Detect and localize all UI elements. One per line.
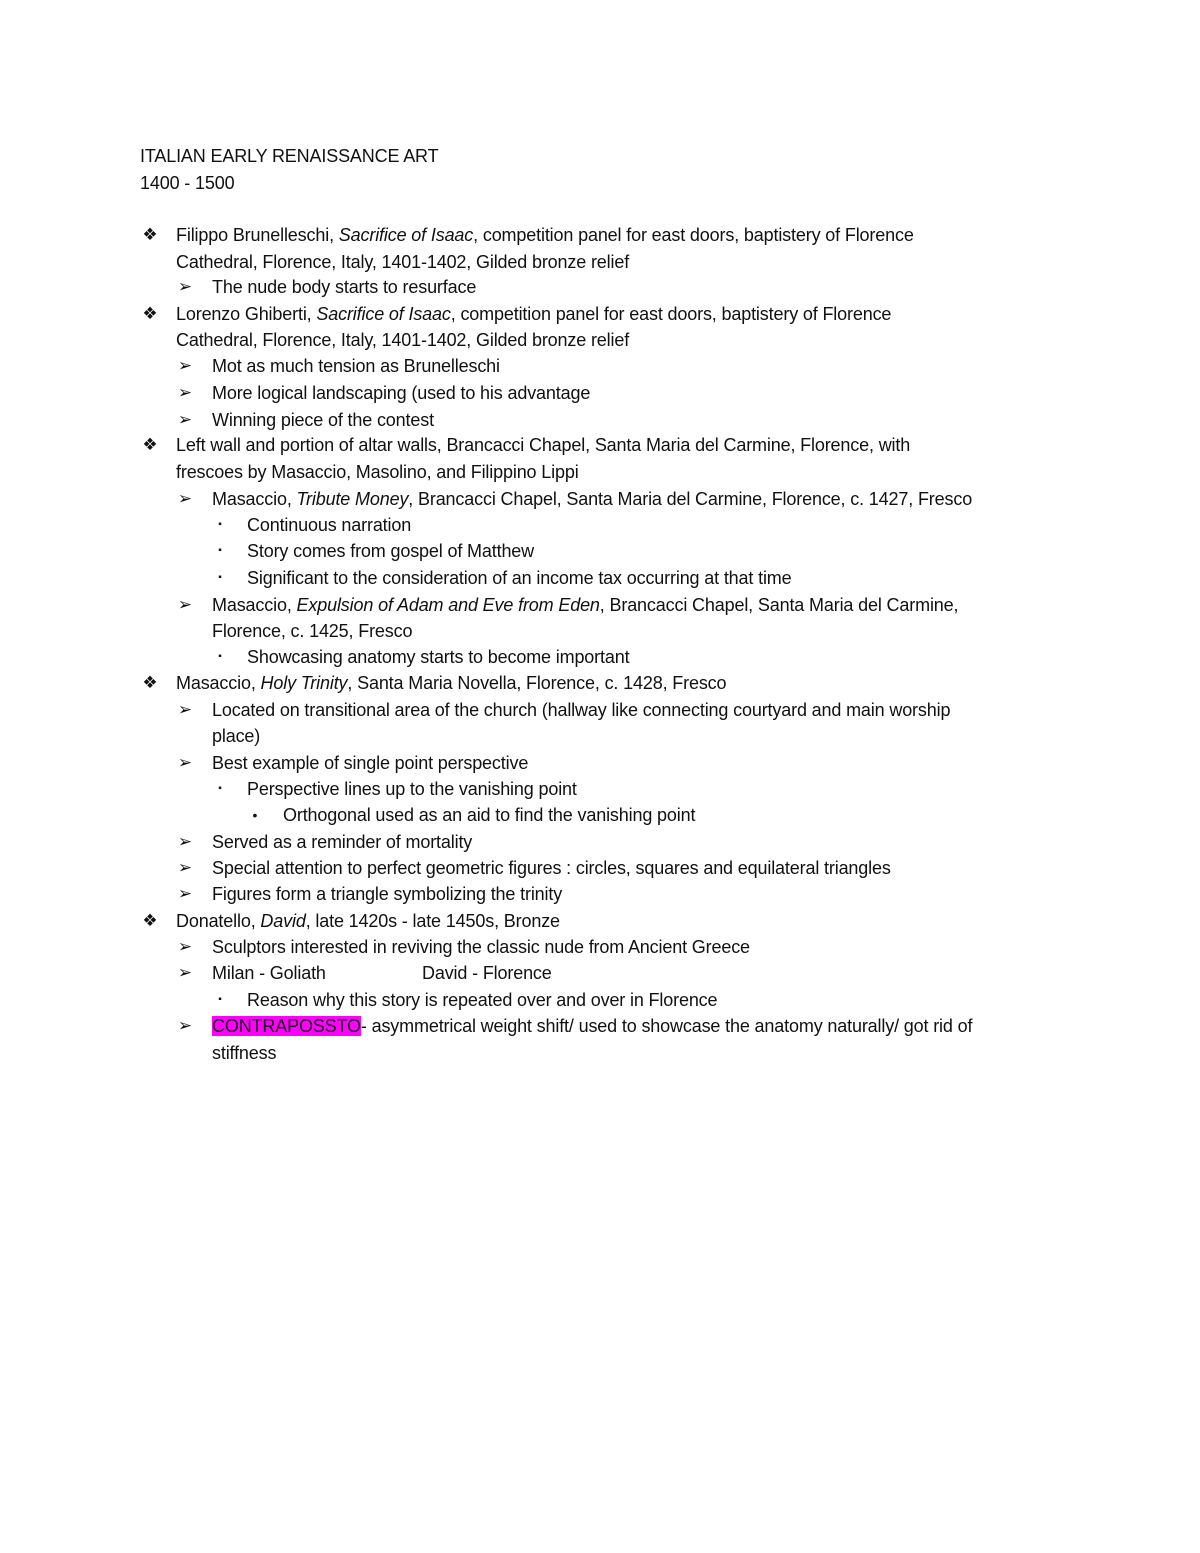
list-subitem: Masaccio, Tribute Money, Brancacci Chapel, Santa Maria del Carmine, Florence, c. 1427, Fresco: [212, 489, 973, 509]
arrow-bullet-icon: ➢: [177, 858, 193, 877]
list-subitem: Served as a reminder of mortality: [212, 832, 473, 852]
diamond-bullet-icon: ❖: [142, 304, 158, 323]
list-subitem: Figures form a triangle symbolizing the trinity: [212, 884, 563, 904]
highlighted-term: CONTRAPOSSTO: [212, 1016, 361, 1036]
list-subitem: Milan - Goliath: [212, 963, 326, 983]
list-subitem: The nude body starts to resurface: [212, 277, 477, 297]
square-bullet-icon: ▪: [218, 572, 222, 583]
arrow-bullet-icon: ➢: [177, 489, 193, 508]
arrow-bullet-icon: ➢: [177, 937, 193, 956]
list-subitem: Best example of single point perspective: [212, 753, 529, 773]
diamond-bullet-icon: ❖: [142, 911, 158, 930]
square-bullet-icon: ▪: [218, 545, 222, 556]
square-bullet-icon: ▪: [218, 519, 222, 530]
square-bullet-icon: ▪: [218, 994, 222, 1005]
arrow-bullet-icon: ➢: [177, 700, 193, 719]
list-item: Left wall and portion of altar walls, Brancacci Chapel, Santa Maria del Carmine, Florence, with: [176, 435, 911, 455]
arrow-bullet-icon: ➢: [177, 832, 193, 851]
list-item: Donatello, David, late 1420s - late 1450s, Bronze: [176, 911, 560, 931]
dot-bullet-icon: •: [252, 807, 258, 823]
arrow-bullet-icon: ➢: [177, 753, 193, 772]
arrow-bullet-icon: ➢: [177, 410, 193, 429]
list-item: Masaccio, Holy Trinity, Santa Maria Novella, Florence, c. 1428, Fresco: [176, 673, 727, 693]
arrow-bullet-icon: ➢: [177, 277, 193, 296]
document-title: ITALIAN EARLY RENAISSANCE ART: [140, 146, 439, 166]
diamond-bullet-icon: ❖: [142, 225, 158, 244]
arrow-bullet-icon: ➢: [177, 963, 193, 982]
list-subitem-continuation: Florence, c. 1425, Fresco: [212, 621, 413, 641]
list-subitem: More logical landscaping (used to his advantage: [212, 383, 591, 403]
list-subsubitem: Story comes from gospel of Matthew: [247, 541, 535, 561]
list-subitem-continuation: stiffness: [212, 1043, 277, 1063]
list-subitem: CONTRAPOSSTO- asymmetrical weight shift/ used to showcase the anatomy naturally/ got rid of: [212, 1016, 973, 1036]
list-subsubitem: Perspective lines up to the vanishing point: [247, 779, 577, 799]
list-item-continuation: Cathedral, Florence, Italy, 1401-1402, Gilded bronze relief: [176, 252, 630, 272]
list-subitem: Sculptors interested in reviving the classic nude from Ancient Greece: [212, 937, 750, 957]
list-subsubitem: Reason why this story is repeated over and over in Florence: [247, 990, 718, 1010]
list-item-continuation: frescoes by Masaccio, Masolino, and Filippino Lippi: [176, 462, 579, 482]
arrow-bullet-icon: ➢: [177, 884, 193, 903]
list-subitem: Mot as much tension as Brunelleschi: [212, 356, 500, 376]
arrow-bullet-icon: ➢: [177, 595, 193, 614]
list-subitem: Masaccio, Expulsion of Adam and Eve from Eden, Brancacci Chapel, Santa Maria del Carmine,: [212, 595, 959, 615]
list-item: Filippo Brunelleschi, Sacrifice of Isaac, competition panel for east doors, baptistery of Florence: [176, 225, 914, 245]
list-subitem: Winning piece of the contest: [212, 410, 434, 430]
list-item-continuation: Cathedral, Florence, Italy, 1401-1402, Gilded bronze relief: [176, 330, 630, 350]
arrow-bullet-icon: ➢: [177, 356, 193, 375]
diamond-bullet-icon: ❖: [142, 435, 158, 454]
arrow-bullet-icon: ➢: [177, 383, 193, 402]
list-subsubitem: Significant to the consideration of an income tax occurring at that time: [247, 568, 792, 588]
list-subsubsubitem: Orthogonal used as an aid to find the vanishing point: [283, 805, 696, 825]
list-subsubitem: Continuous narration: [247, 515, 412, 535]
list-subitem-continuation: place): [212, 726, 261, 746]
square-bullet-icon: ▪: [218, 783, 222, 794]
list-subitem-column: David - Florence: [422, 963, 552, 983]
list-subsubitem: Showcasing anatomy starts to become important: [247, 647, 630, 667]
arrow-bullet-icon: ➢: [177, 1016, 193, 1035]
diamond-bullet-icon: ❖: [142, 673, 158, 692]
list-subitem: Special attention to perfect geometric figures : circles, squares and equilateral triangles: [212, 858, 891, 878]
list-item: Lorenzo Ghiberti, Sacrifice of Isaac, competition panel for east doors, baptistery of Florence: [176, 304, 892, 324]
list-subitem: Located on transitional area of the church (hallway like connecting courtyard and main worship: [212, 700, 951, 720]
document-dates: 1400 - 1500: [140, 173, 235, 193]
square-bullet-icon: ▪: [218, 651, 222, 662]
